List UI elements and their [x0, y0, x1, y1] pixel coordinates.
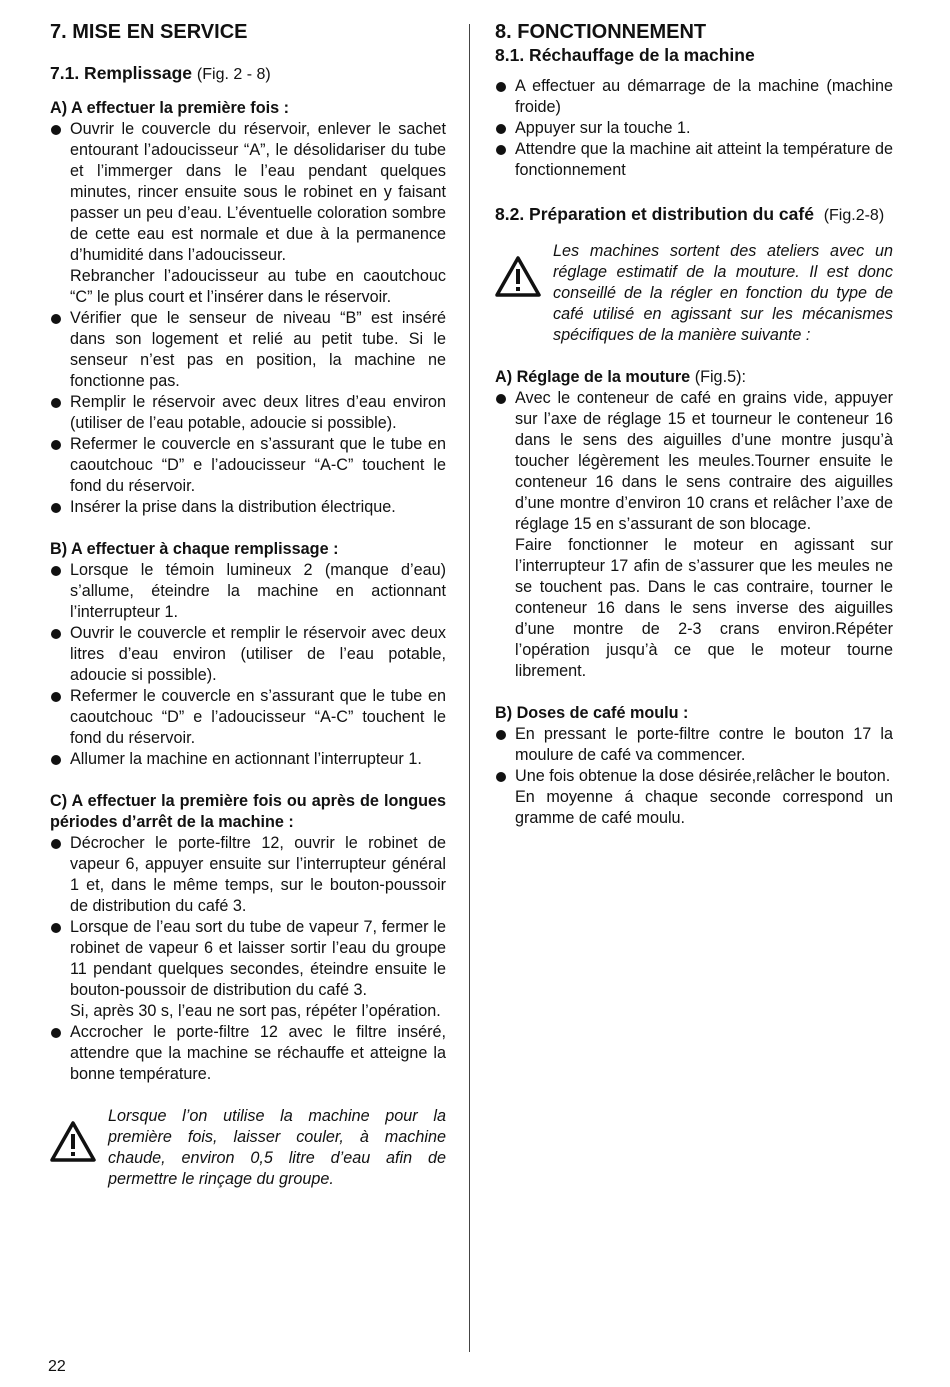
- list-item-continuation: Si, après 30 s, l’eau ne sort pas, répéter l’opération.: [70, 1002, 441, 1020]
- section-8-1-list: [495, 76, 893, 181]
- list-item: Lorsque le témoin lumineux 2 (manque d’eau) s’allume, éteindre la machine en actionnant l’interrupteur 1.: [50, 560, 446, 623]
- list-item: Allumer la machine en actionnant l’interrupteur 1.: [50, 749, 446, 770]
- warning-icon: [495, 255, 541, 297]
- section-8-1-title: 8.1. Réchauffage de la machine: [495, 45, 755, 65]
- list-item: Vérifier que le senseur de niveau “B” est inséré dans son logement et relié au petit tube. Si le senseur n’est pas en position, la machine ne fonctionne pas.: [50, 308, 446, 392]
- list-item: Avec le conteneur de café en grains vide, appuyer sur l’axe de réglage 15 et tourneur le conteneur 16 dans le sens des aiguilles d’une montre jusqu’à toucher légèrement les meules.Tourner ensuite le conteneur 16 dans le sens contraire des aiguilles d’une montre d’environ 10 crans et relâcher l’axe de réglage 15 en s’assurant de son blocage. Faire fonctionner le moteur en agissant sur l’interrupteur 17 afin de s’assurer que les meules ne se touchent pas. Dans le cas contraire, tourner le conteneur 16 dans le sens inverse des aiguilles d’une montre de 2-3 crans environ.Répéter l’opération jusqu’à ce que le moteur tourne librement.: [495, 388, 893, 682]
- list-item: A effectuer au démarrage de la machine (machine froide): [495, 76, 893, 118]
- warning-note: [50, 1106, 446, 1190]
- section-8-title: 8. FONCTIONNEMENT: [495, 21, 707, 43]
- section-7-1-title: [50, 62, 446, 86]
- subsection-a-title: A) Réglage de la mouture (Fig.5):: [495, 368, 746, 386]
- subsection-b-title: B) A effectuer à chaque remplissage :: [50, 540, 339, 558]
- list-item: Appuyer sur la touche 1.: [495, 118, 893, 139]
- subsection-b-list: [50, 560, 446, 770]
- list-item: Insérer la prise dans la distribution électrique.: [50, 497, 446, 518]
- subsection-a-list: [495, 388, 893, 682]
- list-item: Ouvrir le couvercle du réservoir, enlever le sachet entourant l’adoucisseur “A”, le désolidariser du tube et l’immerger dans le l’eau pendant quelques minutes, rincer ensuite sous le robinet en y faisant passer un peu d’eau. L’éventuelle coloration sombre de cette eau est normale et due à la permanence d’humidité dans l’adoucisseur. Rebrancher l’adoucisseur au tube en caoutchouc “C” le plus court et l’insérer dans le réservoir.: [50, 119, 446, 308]
- list-item: Refermer le couvercle en s’assurant que le tube en caoutchouc “D” e l’adoucisseur “A-C” touchent le fond du réservoir.: [50, 434, 446, 497]
- section-7-1-fig: (Fig. 2 - 8): [196, 66, 271, 83]
- list-item: Ouvrir le couvercle et remplir le réservoir avec deux litres d’eau environ (utiliser de l’eau potable, adoucie si possible).: [50, 623, 446, 686]
- list-item-continuation: Faire fonctionner le moteur en agissant sur l’interrupteur 17 afin de s’assurer que les meules ne se touchent pas. Dans le cas contraire, tourner le conteneur 16 dans le sens inverse des aiguilles d’une montre de 2-3 crans environ.Répéter l’opération jusqu’à ce que le moteur tourne librement.: [515, 536, 893, 680]
- list-item: Décrocher le porte-filtre 12, ouvrir le robinet de vapeur 6, appuyer ensuite sur l’interrupteur général 1 et, dans le même temps, sur le bouton-poussoir de distribution du café 3.: [50, 833, 446, 917]
- list-item: Remplir le réservoir avec deux litres d’eau environ (utiliser de l’eau potable, adoucie si possible).: [50, 392, 446, 434]
- left-column: [50, 20, 446, 1190]
- warning-note: [495, 241, 893, 346]
- subsection-a-title: A) A effectuer la première fois :: [50, 99, 289, 117]
- section-7-1-heading: 7.1. Remplissage: [50, 63, 193, 83]
- subsection-c-list: [50, 833, 446, 1085]
- page-number: 22: [48, 1358, 66, 1375]
- column-divider: [469, 24, 470, 1352]
- list-item: Accrocher le porte-filtre 12 avec le filtre inséré, attendre que la machine se réchauffe et atteigne la bonne température.: [50, 1022, 446, 1085]
- list-item: Une fois obtenue la dose désirée,relâcher le bouton. En moyenne á chaque seconde correspond un gramme de café moulu.: [495, 766, 893, 829]
- subsection-c-title: C) A effectuer la première fois ou après de longues périodes d’arrêt de la machine :: [50, 792, 446, 831]
- list-item: Lorsque de l’eau sort du tube de vapeur 7, fermer le robinet de vapeur 6 et laisser sortir l’eau du groupe 11 pendant quelques secondes, éteindre ensuite le bouton-poussoir de distribution du café 3. Si, après 30 s, l’eau ne sort pas, répéter l’opération.: [50, 917, 446, 1022]
- list-item: Attendre que la machine ait atteint la température de fonctionnement: [495, 139, 893, 181]
- section-7-title: 7. MISE EN SERVICE: [50, 21, 248, 43]
- right-column: [495, 20, 893, 829]
- section-8-2-title: [495, 203, 893, 227]
- warning-text: Lorsque l’on utilise la machine pour la première fois, laisser couler, à machine chaude, environ 0,5 litre d’eau afin de permettre le rinçage du groupe.: [108, 1107, 446, 1188]
- warning-text: Les machines sortent des ateliers avec un réglage estimatif de la mouture. Il est donc conseillé de la régler en fonction du type de café utilisé en agissant sur les mécanismes spécifiques de la manière suivante :: [553, 242, 893, 344]
- list-item: Refermer le couvercle en s’assurant que le tube en caoutchouc “D” e l’adoucisseur “A-C” touchent le fond du réservoir.: [50, 686, 446, 749]
- list-item-continuation: Rebrancher l’adoucisseur au tube en caoutchouc “C” le plus court et l’insérer dans le réservoir.: [70, 267, 446, 306]
- section-8-2-fig: (Fig.2-8): [823, 207, 885, 224]
- subsection-b-title: B) Doses de café moulu :: [495, 704, 689, 722]
- subsection-a-list: [50, 119, 446, 518]
- list-item-continuation: En moyenne á chaque seconde correspond un gramme de café moulu.: [515, 788, 893, 827]
- subsection-b-list: [495, 724, 893, 829]
- list-item: En pressant le porte-filtre contre le bouton 17 la moulure de café va commencer.: [495, 724, 893, 766]
- warning-icon: [50, 1120, 96, 1162]
- subsection-a-fig: (Fig.5):: [694, 368, 746, 386]
- section-8-2-heading: 8.2. Préparation et distribution du café: [495, 204, 814, 224]
